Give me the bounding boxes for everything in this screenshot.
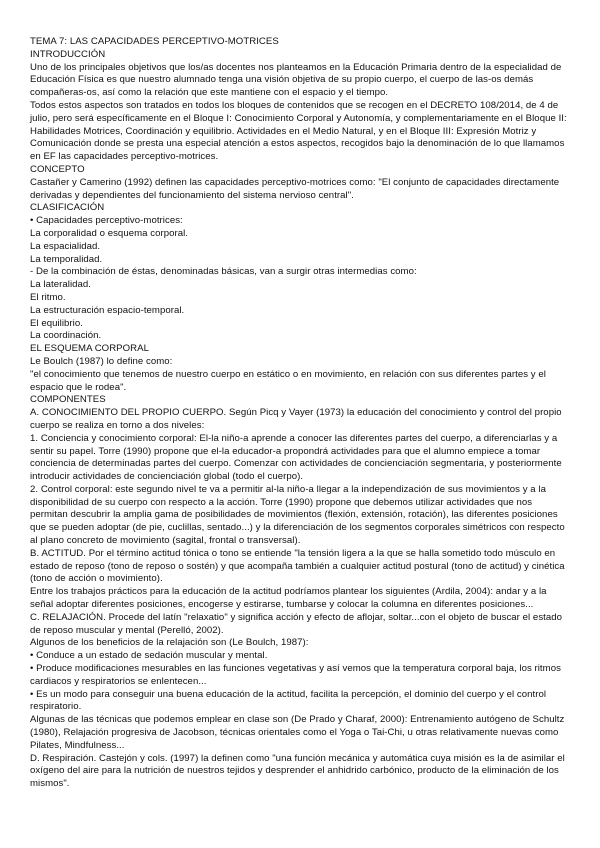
paragraph-componente-b2: Entre los trabajos prácticos para la educación de la actitud podríamos plantear los siguientes (Ardila, 2004): andar y a la señal adoptar diferentes posiciones, encogerse y estirarse, tumbarse y colocar la columna en diferentes posiciones...: [30, 586, 547, 611]
paragraph-concepto: Castañer y Camerino (1992) definen las capacidades perceptivo-motrices como: "El conjunto de capacidades directamente derivadas y dependientes del funcionamiento del sistema nervioso central".: [30, 176, 560, 201]
paragraph-componente-d: D. Respiración. Castejón y cols. (1997) la definen como "una función mecánica y automática cuya misión es la de asimilar el oxígeno del aire para la nutrición de nuestros tejidos y desprender el anhidrido carbónico, producto de la eliminación de los mismos".: [30, 752, 565, 790]
paragraph-componente-a1: 1. Conciencia y conocimiento corporal: El-la niño-a aprende a conocer las diferentes partes del cuerpo, a diferenciarlas y a sentir su papel. Torre (1990) propone que el-la educador-a propondrá actividades para que el alumno empiece a tomar conciencia de determinadas partes del cuerpo. Comenzar con actividades de concienciación segmentaria, y posteriormente introducir actividades de concienciación global (todo el cuerpo).: [30, 432, 562, 483]
paragraph-componente-b: B. ACTITUD. Por el término actitud tónica o tono se entiende "la tensión ligera a la que se halla sometido todo músculo en estado de reposo (tono de reposo o sostén) y que acompaña también a cualquier actitud postural (tono de actitud) y cinética (tono de acción o movimiento).: [30, 547, 565, 585]
heading-componentes: COMPONENTES: [30, 394, 106, 406]
heading-introduccion: INTRODUCCIÓN: [30, 48, 106, 60]
heading-concepto: CONCEPTO: [30, 163, 85, 175]
paragraph-componente-c2: Algunos de los beneficios de la relajación son (Le Boulch, 1987):: [30, 637, 309, 649]
list-item: La corporalidad o esquema corporal.: [30, 227, 189, 239]
doc-title: TEMA 7: LAS CAPACIDADES PERCEPTIVO-MOTRICES: [30, 36, 279, 47]
paragraph-componente-c: C. RELAJACIÓN. Procede del latín "relaxatio" y significa acción y efecto de aflojar, soltar...con el objeto de buscar el estado de reposo muscular y mental (Perelló, 2002).: [30, 611, 563, 636]
document-page: [30, 36, 570, 791]
list-item: • Es un modo para conseguir una buena educación de la actitud, facilita la percepción, el dominio del cuerpo y el control respiratorio.: [30, 688, 547, 713]
paragraph-componente-a: A. CONOCIMIENTO DEL PROPIO CUERPO. Según Picq y Vayer (1973) la educación del conocimiento y control del propio cuerpo se realiza en torno a dos niveles:: [30, 407, 562, 431]
list-item: • Conduce a un estado de sedación muscular y mental.: [30, 650, 268, 662]
paragraph-componente-a2: 2. Control corporal: este segundo nivel te va a permitir al-la niño-a llegar a la independización de sus movimientos y a la disponibilidad de su cuerpo con respecto a la acción. Torre (1990) propone que debemos utilizar actividades que nos permitan descubrir la amplia gama de posibilidades de movimientos (flexión, extensión, rotación), las diferentes posiciones que se pueden adoptar (de pie, cuclillas, sentado...) y la diferenciación de los segmentos corporales simétricos con respecto al plano concreto de movimiento (sagital, frontal o transversal).: [30, 483, 565, 547]
list-item: La coordinación.: [30, 330, 102, 342]
list-item: El ritmo.: [30, 291, 66, 303]
list-item: • Produce modificaciones mesurables en las funciones vegetativas y así vemos que la temperatura corporal baja, los ritmos cardiacos y respiratorios se enlentecen...: [30, 663, 561, 687]
list-item: La espacialidad.: [30, 240, 101, 252]
list-item: La temporalidad.: [30, 253, 103, 265]
list-item: El equilibrio.: [30, 317, 83, 329]
list-item: - De la combinación de éstas, denominadas básicas, van a surgir otras intermedias como:: [30, 266, 417, 278]
list-item: • Capacidades perceptivo-motrices:: [30, 215, 183, 227]
heading-clasificacion: CLASIFICACIÓN: [30, 202, 105, 214]
list-item: La estructuración espacio-temporal.: [30, 304, 185, 316]
paragraph-esquema-1: Le Boulch (1987) lo define como:: [30, 355, 173, 367]
paragraph-intro-2: Todos estos aspectos son tratados en todos los bloques de contenidos que se recogen en el DECRETO 108/2014, de 4 de julio, pero será específicamente en el Bloque I: Conocimiento Corporal y Autonomía, y complementariamente en el Bloque II: Habilidades Motrices, Coordinación y equilibrio. Actividades en el Medio Natural, y en el Bloque III: Expresión Motriz y Comunicación donde se presta una especial atención a estos aspectos, recogidos bajo la denominación de lo que llamamos en EF las capacidades perceptivo-motrices.: [30, 99, 567, 163]
list-item: La lateralidad.: [30, 279, 92, 291]
paragraph-esquema-2: "el conocimiento que tenemos de nuestro cuerpo en estático o en movimiento, en relación con sus diferentes partes y el espacio que le rodea".: [30, 368, 546, 393]
paragraph-intro-1: Uno de los principales objetivos que los/as docentes nos planteamos en la Educación Primaria dentro de la especialidad de Educación Física es que nuestro alumnado tenga una visión objetiva de su propio cuerpo, el cuerpo de las-os demás compañeras-os, así como la relación que este mantiene con el espacio y el tiempo.: [30, 61, 562, 99]
heading-esquema-corporal: EL ESQUEMA CORPORAL: [30, 343, 149, 355]
paragraph-componente-c3: Algunas de las técnicas que podemos emplear en clase son (De Prado y Charaf, 2000): Entrenamiento autógeno de Schultz (1980), Relajación progresiva de Jacobson, técnicas orientales como el Yoga o Tai-Chi, u otras relativamente nuevas como Pilates, Mindfulness...: [30, 714, 565, 751]
